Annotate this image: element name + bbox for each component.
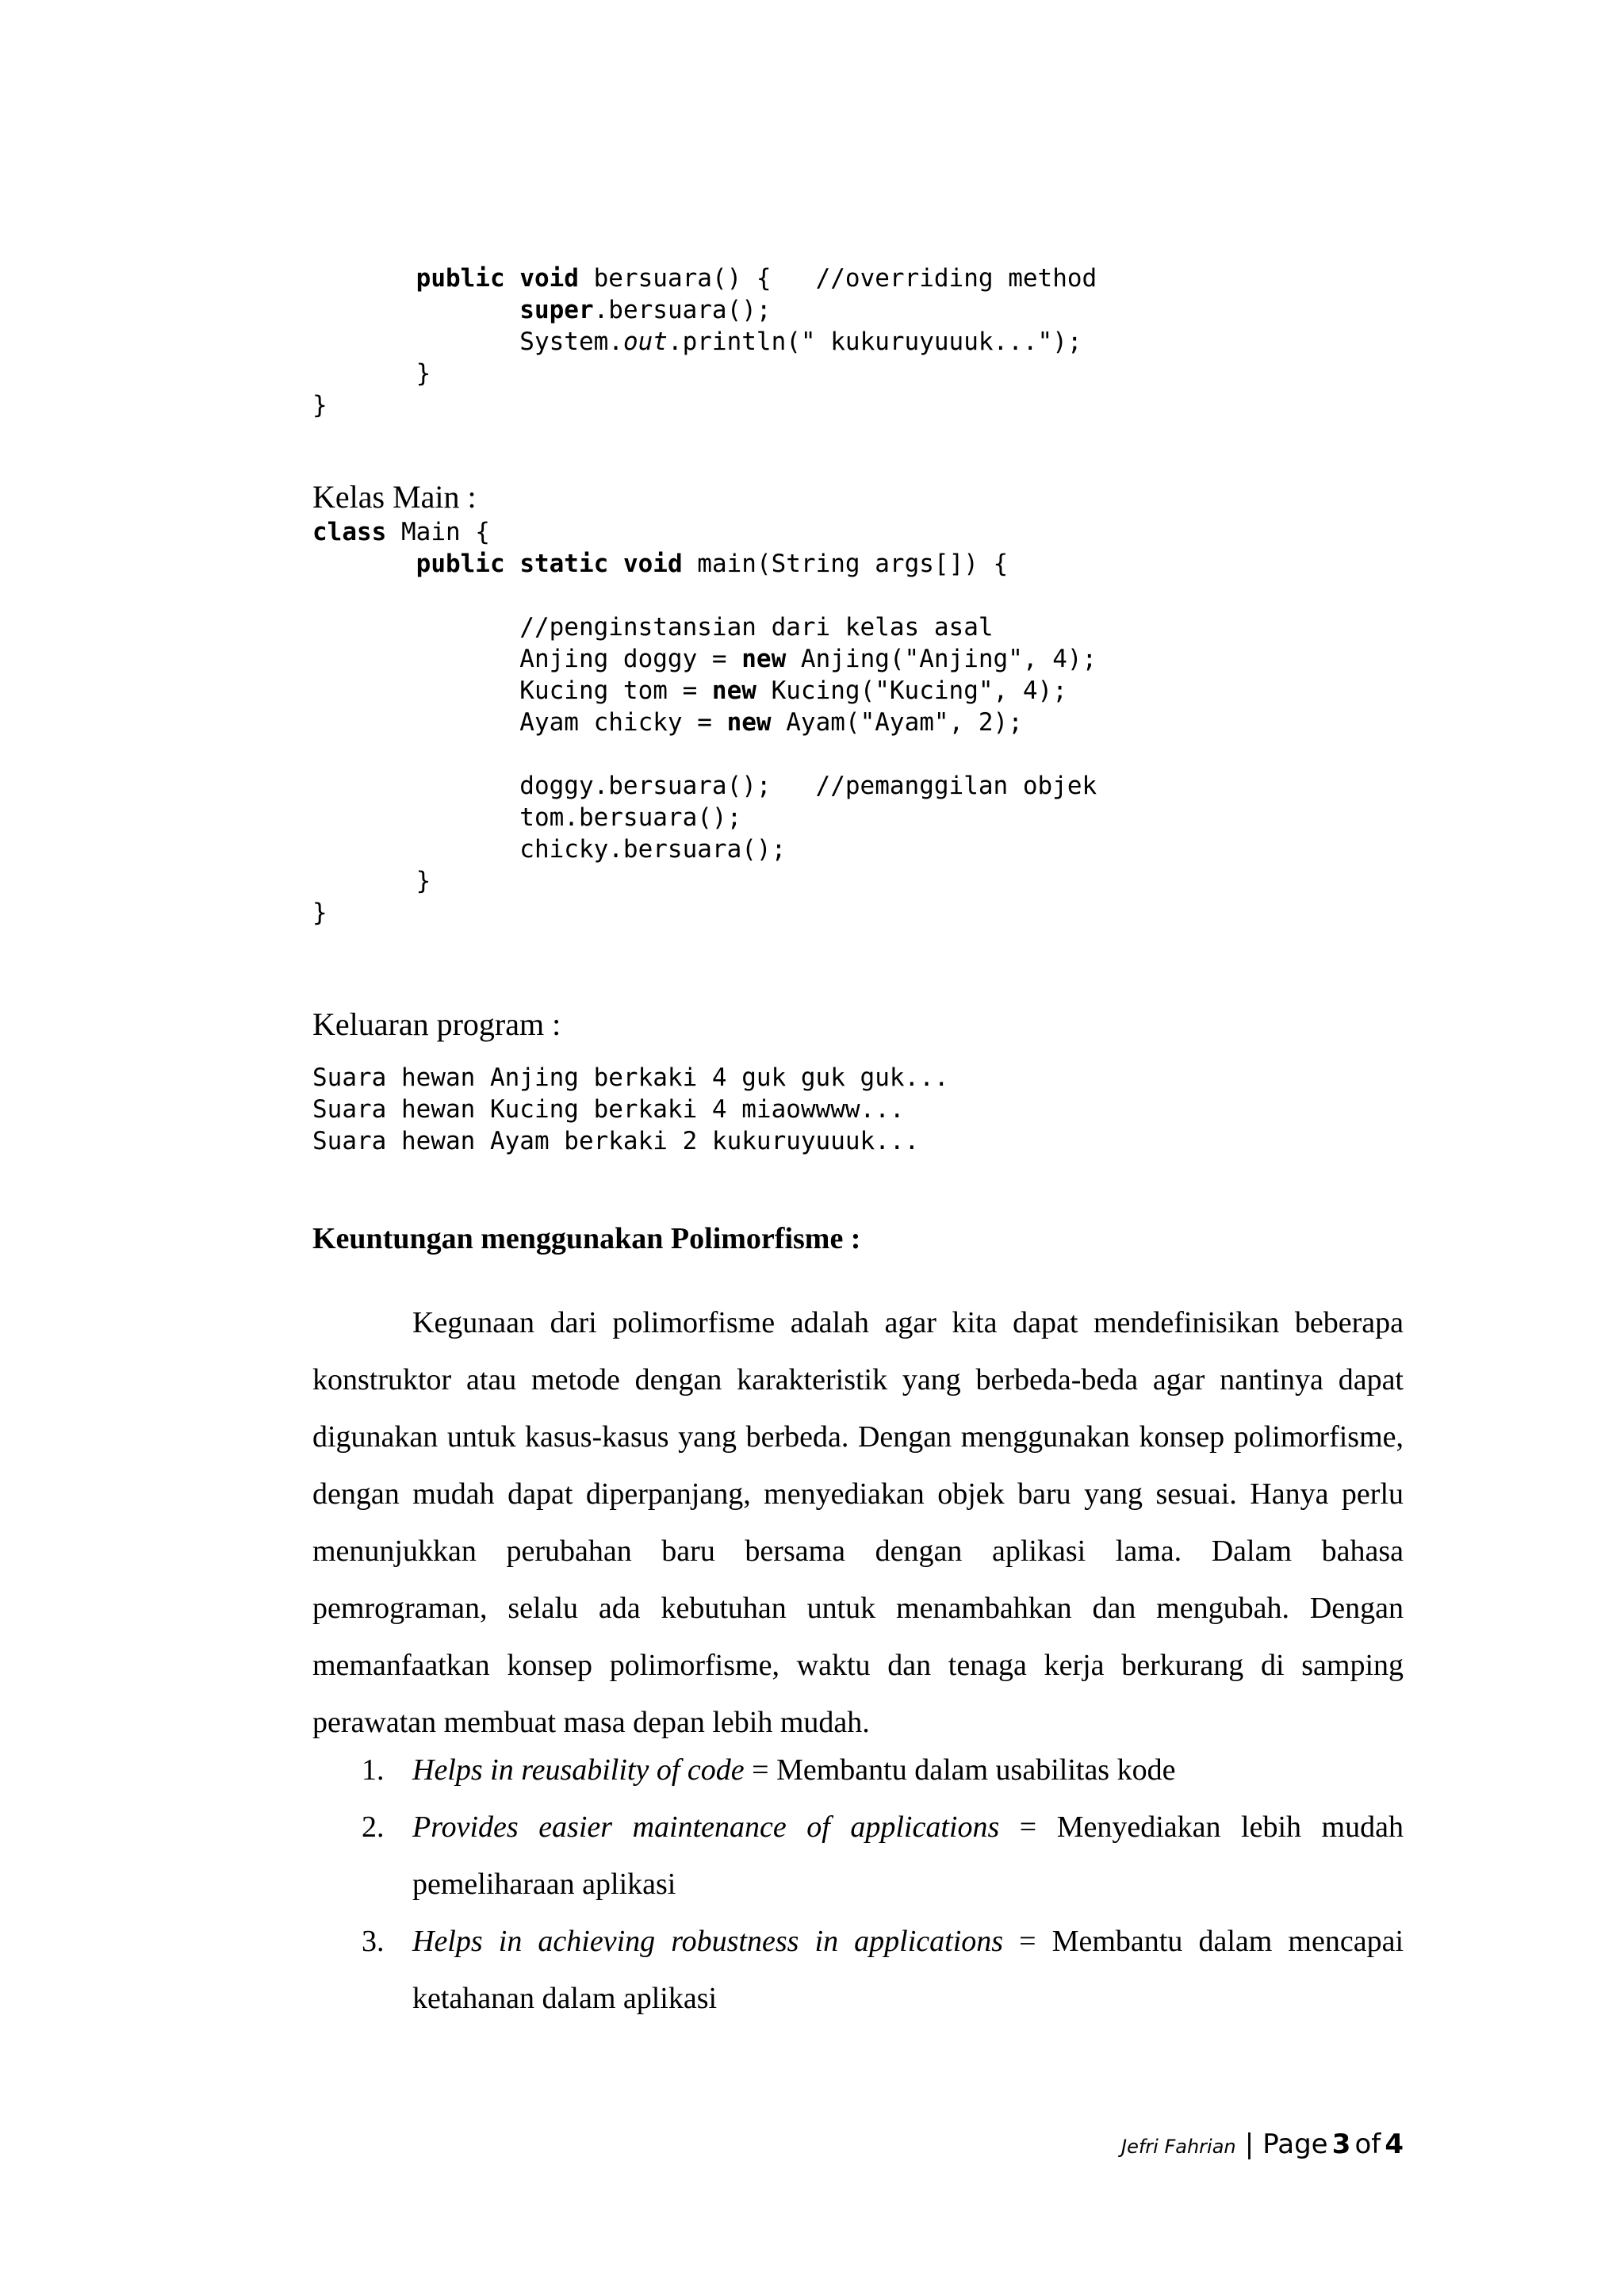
code-line — [312, 897, 1097, 929]
code-text: Ayam chicky = — [312, 708, 727, 737]
code-keyword: new — [711, 676, 756, 705]
footer-page-total: 4 — [1385, 2128, 1404, 2160]
code-block-overriding-method — [312, 262, 1097, 421]
footer-of-word: of — [1354, 2128, 1381, 2160]
code-text: Suara hewan Anjing berkaki 4 guk guk guk... — [312, 1063, 949, 1092]
code-text: .println(" kukuruyuuuk..."); — [667, 328, 1082, 356]
code-text — [505, 264, 520, 293]
code-text — [608, 550, 623, 578]
list-item — [312, 1741, 1404, 1799]
program-output-label: Keluaran program : — [312, 1006, 561, 1042]
code-text — [312, 264, 416, 293]
code-keyword: new — [741, 645, 787, 673]
code-text: tom.bersuara(); — [312, 803, 742, 832]
list-item-indonesian: = Membantu dalam usabilitas kode — [744, 1753, 1176, 1787]
code-line — [312, 675, 1097, 707]
footer-page-current: 3 — [1331, 2128, 1351, 2160]
code-keyword: public — [416, 550, 505, 578]
code-text: } — [312, 359, 431, 388]
list-item — [312, 1913, 1404, 2027]
code-line — [312, 738, 1097, 770]
code-text: Suara hewan Kucing berkaki 4 miaowwww... — [312, 1095, 905, 1124]
code-line — [312, 294, 1097, 326]
footer-separator: | — [1244, 2128, 1254, 2160]
code-text: System. — [312, 328, 623, 356]
code-line — [312, 389, 1097, 421]
code-line — [312, 611, 1097, 643]
list-item-english: Provides easier maintenance of applications — [412, 1810, 1000, 1844]
code-line — [312, 548, 1097, 580]
code-line — [312, 1062, 949, 1094]
code-line — [312, 516, 1097, 548]
code-text: Anjing("Anjing", 4); — [786, 645, 1097, 673]
code-line — [312, 833, 1097, 865]
code-keyword: public — [416, 264, 505, 293]
code-text: } — [312, 391, 327, 420]
list-item — [312, 1799, 1404, 1913]
code-line — [312, 865, 1097, 897]
footer-author: Jefri Fahrian — [1120, 2136, 1236, 2158]
list-item-indonesian: = Membantu dalam mencapai ketahanan dalam aplikasi — [412, 1925, 1404, 2015]
code-text: //penginstansian dari kelas asal — [312, 613, 994, 642]
code-text: } — [312, 898, 327, 927]
section-heading: Keuntungan menggunakan Polimorfisme : — [312, 1222, 861, 1255]
list-item-english: Helps in reusability of code — [412, 1753, 745, 1787]
page-footer — [1121, 2128, 1404, 2160]
code-block-main-class — [312, 516, 1097, 929]
kelas-main-label: Kelas Main : — [312, 479, 477, 515]
list-item-number: 2. — [362, 1810, 385, 1844]
code-keyword: new — [726, 708, 772, 737]
code-text: } — [312, 867, 431, 895]
code-line — [312, 802, 1097, 833]
code-keyword: class — [312, 518, 387, 546]
code-line — [312, 326, 1097, 358]
footer-page-word: Page — [1262, 2128, 1328, 2160]
code-text: Ayam("Ayam", 2); — [771, 708, 1023, 737]
code-text: doggy.bersuara(); //pemanggilan objek — [312, 772, 1097, 800]
benefits-list — [312, 1741, 1404, 2027]
code-text: bersuara() { //overriding method — [578, 264, 1097, 293]
code-line — [312, 1125, 949, 1157]
code-line — [312, 1094, 949, 1125]
code-keyword: void — [519, 264, 579, 293]
code-keyword: static — [519, 550, 609, 578]
code-line — [312, 580, 1097, 611]
list-item-indonesian: = Menyediakan lebih mudah pemeliharaan aplikasi — [412, 1810, 1404, 1901]
code-text: Main { — [386, 518, 490, 546]
code-line — [312, 707, 1097, 738]
list-item-english: Helps in achieving robustness in applications — [412, 1925, 1004, 1958]
list-item-number: 1. — [362, 1753, 385, 1787]
code-text: Kucing("Kucing", 4); — [756, 676, 1067, 705]
code-keyword: super — [519, 296, 594, 324]
code-text: Anjing doggy = — [312, 645, 742, 673]
code-line — [312, 643, 1097, 675]
list-item-number: 3. — [362, 1925, 385, 1958]
code-italic: out — [622, 328, 668, 356]
code-line — [312, 262, 1097, 294]
code-text — [312, 550, 416, 578]
body-paragraph: Kegunaan dari polimorfisme adalah agar kita dapat mendefinisikan beberapa konstruktor atau metode dengan karakteristik yang berbeda-beda agar nantinya dapat digunakan untuk kasus-kasus yang berbeda. Dengan menggunakan konsep polimorfisme, dengan mudah dapat diperpanjang, menyediakan objek baru yang sesuai. Hanya perlu menunjukkan perubahan baru bersama dengan aplikasi lama. Dalam bahasa pemrograman, selalu ada kebutuhan untuk menambahkan dan mengubah. Dengan memanfaatkan konsep polimorfisme, waktu dan tenaga kerja berkurang di samping perawatan membuat masa depan lebih mudah. — [312, 1306, 1404, 1739]
code-text: main(String args[]) { — [682, 550, 1009, 578]
code-text — [312, 296, 519, 324]
code-text: chicky.bersuara(); — [312, 835, 787, 864]
code-keyword: void — [622, 550, 683, 578]
code-text — [505, 550, 520, 578]
code-text: Kucing tom = — [312, 676, 712, 705]
code-block-program-output — [312, 1062, 949, 1157]
code-line — [312, 770, 1097, 802]
code-line — [312, 358, 1097, 389]
code-text: Suara hewan Ayam berkaki 2 kukuruyuuuk... — [312, 1127, 920, 1155]
code-text: .bersuara(); — [593, 296, 772, 324]
